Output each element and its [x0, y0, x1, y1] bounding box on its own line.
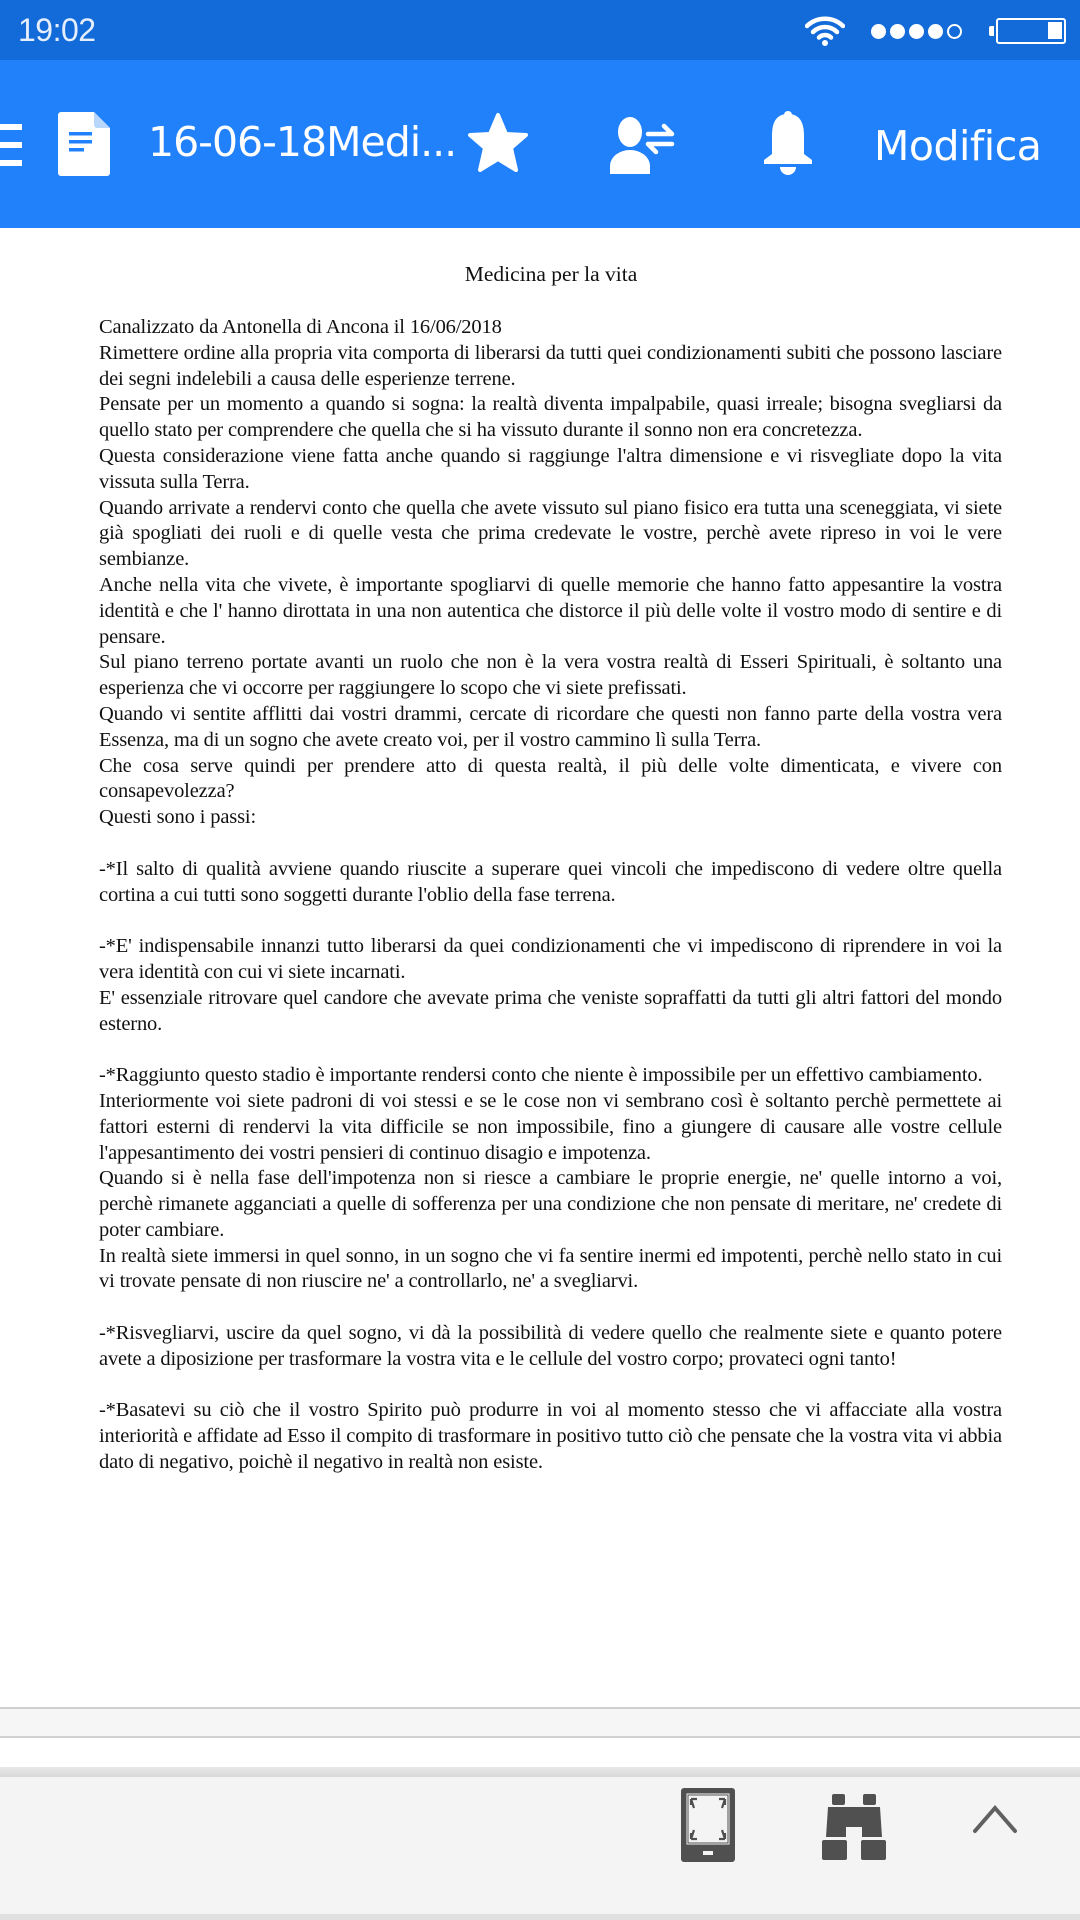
paragraph: -*Basatevi su ciò che il vostro Spirito può produrre in voi al momento stesso che vi affacciate alla vostra interiorità e affidate ad Esso il compito di trasformare in positivo tutto ciò che pensate che la vostra vita vi abbia dato di negativo, poichè il negativo in realtà non esiste.	[99, 1399, 1002, 1474]
paragraph: Interiormente voi siete padroni di voi stessi e se le cose non vi sembrano così è soltanto perchè permettete ai fattori esterni di rendervi la vita difficile se non impossibile, fino a giungere di causare alle vostre cellule l'appesantimento dei vostri pensieri di continuo disagio e impotenza.	[99, 1089, 1002, 1164]
paragraph: In realtà siete immersi in quel sonno, in un sogno che vi fa sentire inermi ed impotenti, perchè nello stato in cui vi trovate pensate di non riuscire ne' a controllarlo, ne' a svegliarvi.	[99, 1244, 1002, 1293]
bottom-toolbar	[0, 1777, 1080, 1914]
status-indicators	[805, 14, 1066, 48]
battery-nub	[989, 26, 994, 36]
fit-to-screen-icon[interactable]	[680, 1787, 736, 1863]
paragraph: Quando si è nella fase dell'impotenza non si riesce a cambiare le proprie energie, ne' quelle intorno a voi, perchè rimanete agganciati a quelle di sofferenza per una condizione che non pensate di meritare, ne' credete di poter cambiare.	[99, 1167, 1002, 1241]
paragraph: Anche nella vita che vivete, è importante spogliarvi di quelle memorie che hanno fatto appesantire la vostra identità e che l' hanno dirottata in una non autentica che distorce il più delle volte il vostro modo di sentire e di pensare.	[99, 573, 1002, 648]
bottom-edge	[0, 1914, 1080, 1920]
paragraph: E' essenziale ritrovare quel candore che avevate prima che veniste sopraffatti da tutti gli altri fattori del mondo esterno.	[99, 986, 1002, 1035]
signal-dot-empty	[947, 24, 962, 39]
status-bar	[0, 0, 1080, 60]
binoculars-icon[interactable]	[822, 1794, 886, 1860]
paragraph: -*Risvegliarvi, uscire da quel sogno, vi dà la possibilità di vedere quello che realmente siete e quanto potere avete a diposizione per trasformare la vostra vita e le cellule del vostro corpo; provateci ogni tanto!	[99, 1322, 1002, 1370]
next-page-top	[0, 1738, 1080, 1768]
bell-icon[interactable]	[762, 110, 814, 176]
signal-dot	[909, 24, 924, 39]
document-title[interactable]: 16-06-18Medi...	[148, 118, 457, 166]
blank-line	[99, 1295, 1002, 1321]
edit-button[interactable]: Modifica	[874, 122, 1042, 170]
paragraph: Questa considerazione viene fatta anche quando si raggiunge l'altra dimensione e vi risvegliate dopo la vita vissuta sulla Terra.	[99, 444, 1002, 493]
paragraph: Rimettere ordine alla propria vita comporta di liberarsi da tutti quei condizionamenti subiti che possono lasciare dei segni indelebili a causa delle esperienze terrene.	[99, 341, 1002, 390]
document-body	[99, 315, 1002, 1476]
blank-line	[99, 831, 1002, 857]
document-icon	[58, 112, 110, 176]
document-heading: Medicina per la vita	[464, 262, 638, 286]
bottom-bar-shadow	[0, 1767, 1080, 1777]
wifi-icon	[805, 16, 845, 46]
blank-line	[99, 1037, 1002, 1063]
paragraph: Canalizzato da Antonella di Ancona il 16/06/2018	[99, 316, 502, 338]
battery-icon	[996, 18, 1066, 44]
paragraph: Pensate per un momento a quando si sogna: la realtà diventa impalpabile, quasi irreale; bisogna svegliarsi da quello stato per comprendere che quella che si ha vissuto durante il sonno non era concretezza.	[99, 393, 1002, 442]
paragraph: -*E' indispensabile innanzi tutto liberarsi da quei condizionamenti che vi impediscono di riprendere in voi la vera identità con cui vi siete incarnati.	[99, 935, 1002, 983]
status-time: 19:02	[18, 12, 96, 48]
signal-dot	[890, 24, 905, 39]
chevron-up-icon[interactable]	[972, 1804, 1018, 1834]
paragraph: -*Raggiunto questo stadio è importante rendersi conto che niente è impossibile per un effettivo cambiamento.	[99, 1064, 983, 1087]
signal-strength-icon	[871, 24, 966, 39]
paragraph: Quando arrivate a rendervi conto che quella che avete vissuto sul piano fisico era tutta una sceneggiata, vi siete già spogliati dei ruoli e di quelle vesta che prima credevate le vostre, perchè avete ripreso in voi le vere sembianze.	[99, 496, 1002, 571]
paragraph: Sul piano terreno portate avanti un ruolo che non è la vera vostra realtà di Esseri Spirituali, è soltanto una esperienza che vi occorre per raggiungere lo scopo che vi siete prefissati.	[99, 651, 1002, 700]
signal-dot	[928, 24, 943, 39]
signal-dot	[871, 24, 886, 39]
paragraph: Quando vi sentite afflitti dai vostri drammi, cercate di ricordare che questi non fanno parte della vostra vera Essenza, ma di un sogno che avete creato voi, per il vostro cammino lì sulla Terra.	[99, 702, 1002, 751]
paragraph: -*Il salto di qualità avviene quando riuscite a superare quei vincoli che impediscono di vedere oltre quella cortina a cui tutti sono soggetti durante l'oblio della fase terrena.	[99, 857, 1002, 906]
star-icon[interactable]	[467, 112, 529, 176]
blank-line	[99, 1373, 1002, 1399]
hamburger-menu-icon[interactable]	[0, 124, 22, 168]
battery-level	[1048, 22, 1062, 39]
person-swap-icon[interactable]	[610, 114, 678, 174]
page-gap	[0, 1709, 1080, 1736]
paragraph: Che cosa serve quindi per prendere atto di questa realtà, il più delle volte dimenticata, e vivere con consapevolezza?	[99, 754, 1002, 803]
paragraph: Questi sono i passi:	[99, 806, 257, 829]
blank-line	[99, 908, 1002, 934]
document-viewer[interactable]	[0, 228, 1080, 1706]
